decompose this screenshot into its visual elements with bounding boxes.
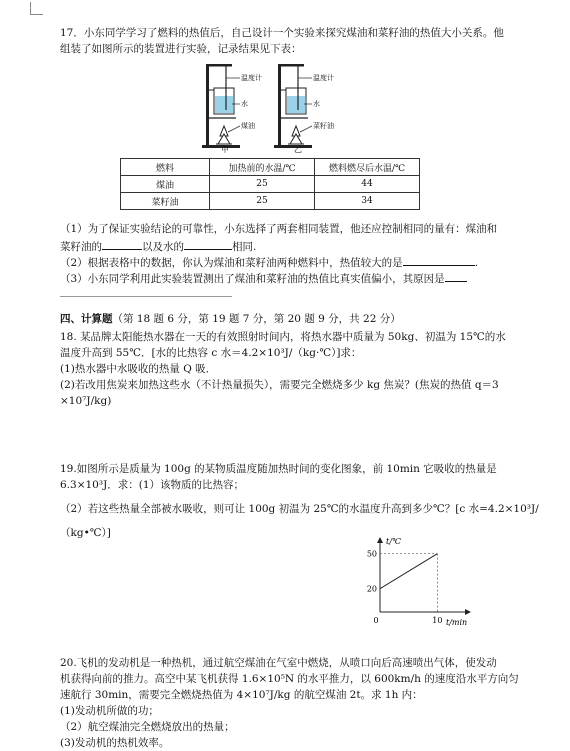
table-cell: 菜籽油 [121, 193, 210, 210]
q20-line2: 机获得向前的推力。高空中某飞机获得 1.6×10⁵N 的水平推力，以 600km/h 的速度沿水平方向匀 [60, 673, 519, 685]
q19-temperature-chart [358, 532, 478, 631]
q20-line6: (3)发动机的热机效率。 [60, 737, 170, 749]
chart-svg [358, 532, 478, 628]
q20-line4: (1)发动机所做的功； [60, 705, 159, 717]
q17-sub1-text-c: 相同. [232, 241, 257, 253]
answer-blank[interactable] [445, 270, 467, 282]
q17-sub1-text-a: 菜籽油的 [60, 241, 102, 253]
series-line [380, 554, 437, 589]
q18-line2: 温度升高到 55℃．[水的比热容 c 水＝4.2×10³J/（kg·℃）]求： [60, 347, 362, 359]
q19-line4: （kg•℃）] [60, 527, 111, 539]
fuel-label-right: 菜籽油 [313, 122, 334, 130]
q20-line1: 20.飞机的发动机是一种热机，通过航空煤油在气室中燃烧，从喷口向后高速喷出气体，使发动 [60, 657, 497, 669]
table-cell: 34 [315, 193, 420, 210]
y-axis-label: t/℃ [386, 537, 401, 546]
table-header-row [121, 159, 420, 176]
x-tick-label: 10 [432, 616, 443, 625]
q19-line3: （2）若这些热量全部被水吸收，则可让 100g 初温为 25℃的水温度升高到多少℃？[c 水=4.2×10³J/ [60, 503, 539, 515]
q17-intro-line1: 17．小东同学学习了燃料的热值后，自己设计一个实验来探究煤油和菜籽油的热值大小关系。他 [60, 27, 504, 39]
answer-blank[interactable] [184, 238, 232, 250]
table-row [121, 176, 420, 193]
section4-heading [60, 312, 401, 327]
q17-intro-line2: 组装了如图所示的装置进行实验，记录结果见下表： [60, 43, 302, 55]
thermometer-label-right: 温度计 [313, 74, 334, 82]
water-label-left: 水 [241, 100, 248, 108]
q19-line2: 6.3×10³J．求：(1）该物质的比热容； [60, 479, 245, 491]
y-tick-label: 50 [366, 549, 377, 559]
q19-line1: 19.如图所示是质量为 100g 的某物质温度随加热时间的变化图象，前 10min 它吸收的热量是 [60, 463, 497, 475]
q17-sub1-line2 [60, 238, 256, 255]
table-header-cell: 加热前的水温/℃ [210, 159, 315, 176]
q17-sub2-end: . [474, 257, 479, 269]
q17-data-table [120, 158, 420, 210]
q17-sub3-text: （3）小东同学利用此实验装置测出了煤油和菜籽油的热值比真实值偏小，其原因是 [60, 273, 445, 285]
table-cell: 25 [210, 176, 315, 193]
table-header-cell: 燃料燃尽后水温/℃ [315, 159, 420, 176]
x-axis-label: t/min [446, 618, 468, 627]
q17-sub1-line1: （1）为了保证实验结论的可靠性，小东选择了两套相同装置，他还应控制相同的量有：煤油和 [60, 223, 498, 235]
q18-line5: ×10⁷J/kg) [60, 395, 112, 407]
corner-crop-mark [30, 2, 43, 15]
answer-blank[interactable] [403, 254, 475, 266]
section4-title: 四、计算题 [60, 313, 113, 325]
table-cell: 25 [210, 193, 315, 210]
q18-line1: 18. 某品牌太阳能热水器在一天的有效照射时间内，将热水器中质量为 50kg、初温为 15℃的水 [60, 331, 506, 343]
q18-line3: (1)热水器中水吸收的热量 Q 吸． [60, 363, 217, 375]
table-cell: 44 [315, 176, 420, 193]
q17-sub1-text-b: 以及水的 [142, 241, 184, 253]
x-tick-label: 0 [373, 616, 379, 625]
q17-sub3-line [60, 270, 467, 287]
figure-caption-jia: 甲 [221, 145, 229, 154]
section4-note: （第 18 题 6 分，第 19 题 7 分，第 20 题 9 分，共 22 分） [112, 313, 401, 325]
table-cell: 煤油 [121, 176, 210, 193]
q17-sub2-text: （2）根据表格中的数据，你认为煤油和菜籽油两种燃料中，热值较大的是 [60, 257, 403, 269]
table-header-cell: 燃料 [121, 159, 210, 176]
figure-caption-yi: 乙 [294, 145, 302, 154]
y-tick-label: 20 [366, 584, 377, 594]
q18-line4: (2)若改用焦炭来加热这些水（不计热量损失），需要完全燃烧多少 kg 焦炭？(焦炭的热值 q＝3 [60, 379, 499, 391]
thermometer-label-left: 温度计 [241, 74, 262, 82]
table-row [121, 193, 420, 210]
q20-line5: （2）航空煤油完全燃烧放出的热量； [60, 721, 235, 733]
q20-line3: 速航行 30min，需要完全燃烧热值为 4×10⁷J/kg 的航空煤油 2t。求 1h 内： [60, 689, 423, 701]
q17-sub2-line [60, 254, 478, 271]
water-label-right: 水 [313, 100, 320, 108]
answer-blank[interactable] [102, 238, 142, 250]
fuel-label-left: 煤油 [241, 122, 255, 130]
divider-line [60, 296, 232, 297]
